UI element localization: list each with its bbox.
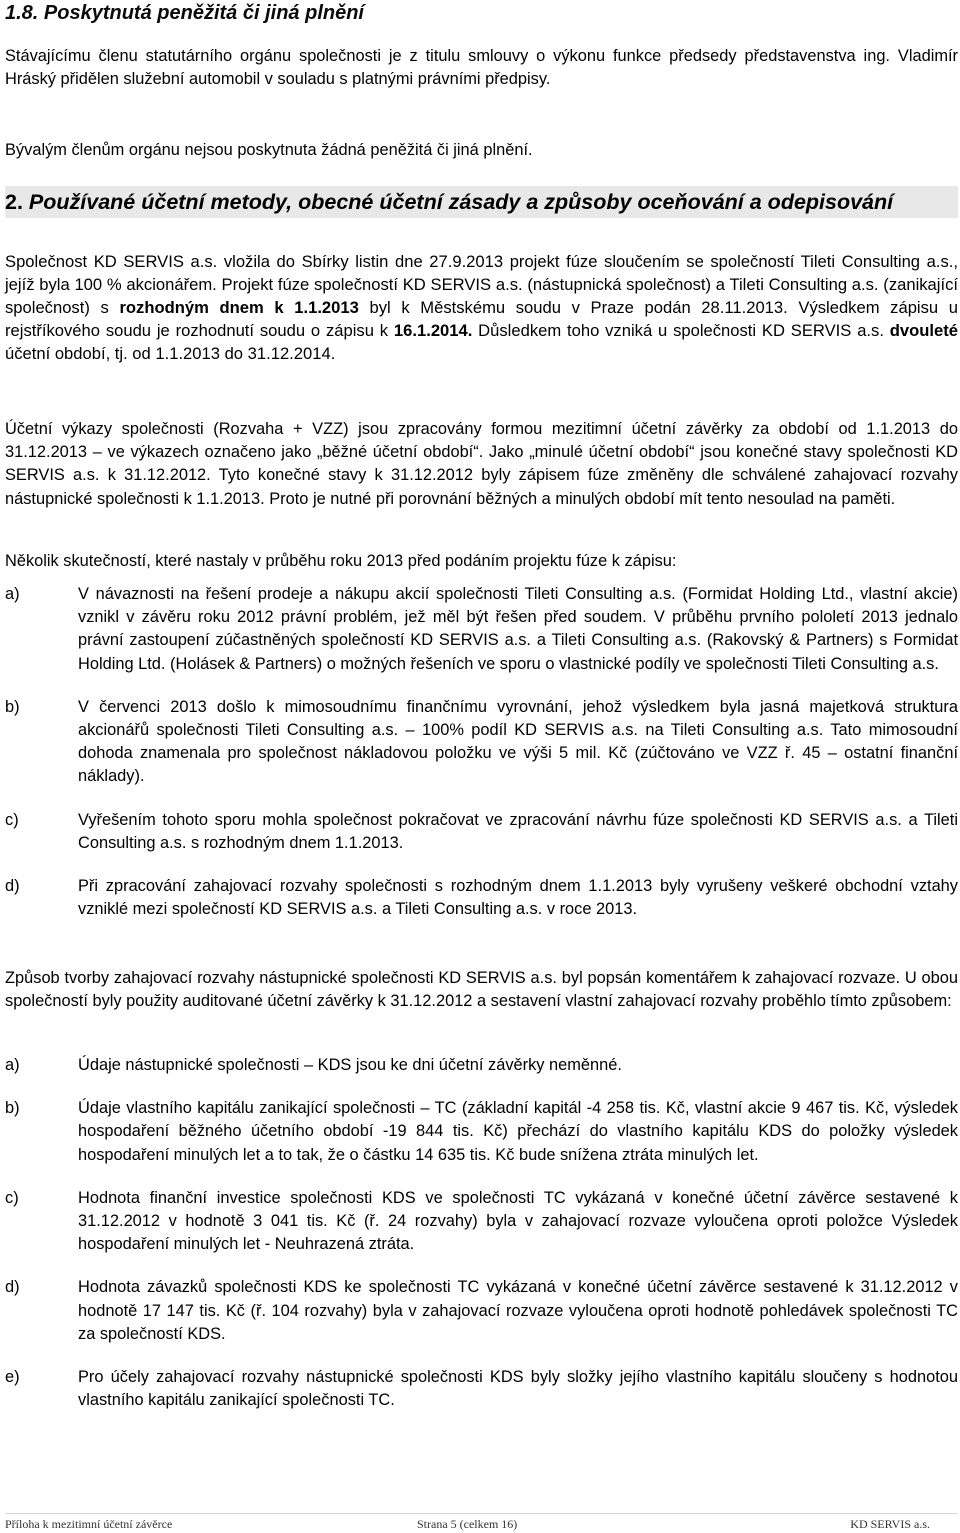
paragraph-facts-intro: Několik skutečností, které nastaly v průběhu roku 2013 před podáním projektu fúze k zápisu: <box>5 552 677 570</box>
list-marker: d) <box>5 877 20 896</box>
list-item: e) Pro účely zahajovací rozvahy nástupnické společnosti KDS byly složky jejího vlastního kapitálu sloučeny s hodnotou vlastního kapitálu zanikající společnosti TC. <box>5 1368 958 1410</box>
paragraph-merger: Společnost KD SERVIS a.s. vložila do Sbírky listin dne 27.9.2013 projekt fúze sloučením se společností Tileti Consulting a.s., jejíž byla 100 % akcionářem. Projekt fúze společností KD SERVIS a.s. (nástupnická společnost) a Tileti Consulting a.s. (zanikající společnost) s rozhodným dnem k 1.1.2013 byl k Městskému soudu v Praze podán 28.11.2013. Výsledkem zápisu u rejstříkového soudu je rozhodnutí soudu o zápisu k 16.1.2014. Důsledkem toho vzniká u společnosti KD SERVIS a.s. dvouleté účetní období, tj. od 1.1.2013 do 31.12.2014. <box>5 252 959 364</box>
section-heading-2: 2. Používané účetní metody, obecné účetní zásady a způsoby oceňování a odepisování <box>5 186 958 218</box>
page-footer <box>5 1513 958 1533</box>
list-item: a) V návaznosti na řešení prodeje a nákupu akcií společnosti Tileti Consulting a.s. (Formidat Holding Ltd., vlastní akcie) vznikl v závěru roku 2012 právní problém, jež měl být řešen před soudem. V průběhu prvního pololetí 2013 jednalo právní zastoupení zúčastněných společností KD SERVIS a.s. a Tileti Consulting a.s. (Rakovský & Partners) s Formidat Holding Ltd. (Holásek & Partners) o možných řešeních ve sporu o vlastnické podíly ve společnosti Tileti Consulting a.s. <box>5 585 958 673</box>
list-marker: a) <box>5 1056 20 1074</box>
list-item: b) Údaje vlastního kapitálu zanikající společnosti – TC (základní kapitál -4 258 tis. Kč, vlastní akcie 9 467 tis. Kč, výsledek hospodaření běžného účetního období -19 844 tis. Kč) přechází do vlastního kapitálu KDS do položky výsledek hospodaření minulých let a to tak, že o částku 14 635 tis. Kč bude snížena ztráta minulých let. <box>5 1099 958 1164</box>
list-item: c) Hodnota finanční investice společnosti KDS ve společnosti TC vykázaná v konečné účetní závěrce sestavené k 31.12.2012 v hodnotě 3 041 tis. Kč (ř. 24 rozvahy) byla v zahajovací rozvaze vyloučena oproti položce Výsledek hospodaření minulých let - Neuhrazená ztráta. <box>5 1188 958 1254</box>
list-marker: c) <box>5 1188 19 1207</box>
list-item: c) Vyřešením tohoto sporu mohla společnost pokračovat ve zpracování návrhu fúze společnosti KD SERVIS a.s. a Tileti Consulting a.s. s rozhodným dnem 1.1.2013. <box>5 810 958 852</box>
list-item: d) Hodnota závazků společnosti KDS ke společnosti TC vykázaná v konečné účetní závěrce sestavené k 31.12.2012 v hodnotě 17 147 tis. Kč (ř. 104 rozvahy) byla v zahajovací rozvaze vyloučena oproti hodnotě pohledávek společnosti TC za společností KDS. <box>5 1278 958 1343</box>
paragraph-statutory-member: Stávajícímu členu statutárního orgánu společnosti je z titulu smlouvy o výkonu funkce předsedy představenstva ing. Vladimír Hráský přidělen služební automobil v souladu s platnými právními předpisy. <box>5 47 958 89</box>
paragraph-financial-statements: Účetní výkazy společnosti (Rozvaha + VZZ) jsou zpracovány formou mezitimní účetní závěrky za období od 1.1.2013 do 31.12.2013 – ve výkazech označeno jako „běžné účetní období“. Jako „minulé účetní období“ jsou konečné stavy společnosti KD SERVIS a.s. k 31.12.2012. Tyto konečné stavy k 31.12.2012 byly zápisem fúze změněny dle schválené zahajovací rozvahy nástupnické společnosti k 1.1.2013. Proto je nutné při porovnání běžných a minulých období mít tento nesoulad na paměti. <box>5 420 958 508</box>
list-item: b) V červenci 2013 došlo k mimosoudnímu finančnímu vyrovnání, jehož výsledkem byla jasná majetková struktura akcionářů společnosti Tileti Consulting a.s. – 100% podíl KD SERVIS a.s. na Tileti Consulting a.s. Tato mimosoudní dohoda znamenala pro společnost nákladovou položku ve výši 5 mil. Kč (zúčtováno ve VZZ ř. 45 – ostatní finanční náklady). <box>5 697 958 786</box>
list-marker: c) <box>5 810 19 829</box>
list-marker: d) <box>5 1278 20 1297</box>
opening-balance-list <box>5 1054 958 1432</box>
list-marker: b) <box>5 697 20 716</box>
list-marker: a) <box>5 585 20 603</box>
footer-page-number: Strana 5 (celkem 16) <box>417 1517 518 1531</box>
facts-list <box>5 583 958 941</box>
paragraph-opening-balance: Způsob tvorby zahajovací rozvahy nástupnické společnosti KD SERVIS a.s. byl popsán komentářem k zahajovací rozvaze. U obou společností byly použity auditované účetní závěrky k 31.12.2012 a sestavení vlastní zahajovací rozvahy proběhlo tímto způsobem: <box>5 969 958 1011</box>
list-marker: e) <box>5 1368 20 1387</box>
list-item: a) Údaje nástupnické společnosti – KDS jsou ke dni účetní závěrky neměnné. <box>5 1054 958 1077</box>
list-item: d) Při zpracování zahajovací rozvahy společnosti s rozhodným dnem 1.1.2013 byly vyrušeny veškeré obchodní vztahy vzniklé mezi společností KD SERVIS a.s. a Tileti Consulting a.s. v roce 2013. <box>5 877 958 919</box>
footer-company-name: KD SERVIS a.s. <box>850 1517 930 1531</box>
list-marker: b) <box>5 1099 20 1118</box>
footer-document-title: Příloha k mezitimní účetní závěrce <box>5 1517 173 1531</box>
section-heading-1-8: 1.8. Poskytnutá peněžitá či jiná plnění <box>5 2 364 24</box>
paragraph-former-members: Bývalým členům orgánu nejsou poskytnuta žádná peněžitá či jiná plnění. <box>5 141 533 159</box>
